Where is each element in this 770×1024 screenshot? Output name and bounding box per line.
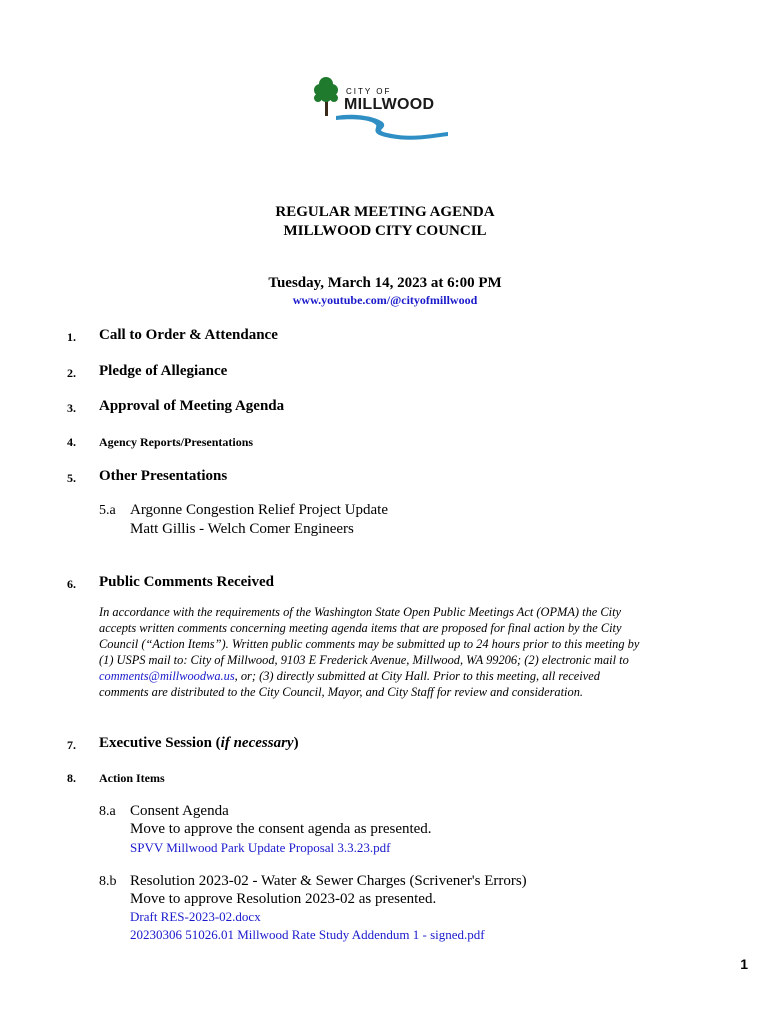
notice-line: (1) USPS mail to: City of Millwood, 9103 E Frederick Avenue, Millwood, WA 99206; (2) electronic mail to xyxy=(99,653,629,667)
item-number: 3. xyxy=(67,401,76,415)
youtube-link[interactable]: www.youtube.com/@cityofmillwood xyxy=(292,293,478,307)
item-action-items: Action Items xyxy=(99,771,165,785)
item-number: 6. xyxy=(67,577,76,591)
notice-line: Council (“Action Items”). Written public comments may be submitted up to 24 hours prior to this meeting by xyxy=(99,637,640,651)
exec-label-suffix: ) xyxy=(293,735,299,751)
comments-email-link[interactable]: comments@millwoodwa.us xyxy=(99,669,235,683)
meeting-date: Tuesday, March 14, 2023 at 6:00 PM xyxy=(268,275,502,291)
item-call-to-order: Call to Order & Attendance xyxy=(99,327,278,343)
subitem-argonne-title: Argonne Congestion Relief Project Update xyxy=(130,502,389,518)
notice-line xyxy=(99,668,709,684)
subitem-argonne-presenter: Matt Gillis - Welch Comer Engineers xyxy=(130,521,354,537)
exec-label-prefix: Executive Session ( xyxy=(99,735,221,751)
notice-line: In accordance with the requirements of the Washington State Open Public Meetings Act (OPMA) the City xyxy=(99,605,622,619)
subitem-consent-motion: Move to approve the consent agenda as presented. xyxy=(130,821,432,837)
item-number: 8. xyxy=(67,771,76,785)
item-agency-reports: Agency Reports/Presentations xyxy=(99,435,254,449)
logo-city-text: CITY OF xyxy=(346,87,392,96)
item-number: 1. xyxy=(67,330,76,344)
notice-line: accepts written comments concerning meeting agenda items that are proposed for final action by the City xyxy=(99,621,622,635)
subitem-number: 8.b xyxy=(99,874,117,889)
agenda-title: REGULAR MEETING AGENDA xyxy=(275,204,495,220)
item-number: 4. xyxy=(67,435,76,449)
item-executive-session xyxy=(99,735,299,752)
city-logo xyxy=(312,72,452,142)
item-public-comments: Public Comments Received xyxy=(99,574,274,590)
notice-line: comments are distributed to the City Council, Mayor, and City Staff for review and consideration. xyxy=(99,685,583,699)
public-comment-notice xyxy=(99,604,709,700)
item-number: 2. xyxy=(67,366,76,380)
subitem-resolution-motion: Move to approve Resolution 2023-02 as presented. xyxy=(130,891,437,907)
exec-label-italic: if necessary xyxy=(220,735,294,751)
notice-line-rest: , or; (3) directly submitted at City Hall. Prior to this meeting, all received xyxy=(234,669,600,683)
page-number: 1 xyxy=(740,956,748,972)
subitem-consent-title: Consent Agenda xyxy=(130,803,229,819)
item-approval-agenda: Approval of Meeting Agenda xyxy=(99,398,285,414)
item-number: 5. xyxy=(67,471,76,485)
logo-name-text: MILLWOOD xyxy=(344,96,435,113)
attachment-link[interactable]: Draft RES-2023-02.docx xyxy=(130,909,261,924)
item-pledge: Pledge of Allegiance xyxy=(99,363,228,379)
attachment-link[interactable]: 20230306 51026.01 Millwood Rate Study Addendum 1 - signed.pdf xyxy=(130,927,485,942)
item-number: 7. xyxy=(67,738,76,752)
subitem-resolution-title: Resolution 2023-02 - Water & Sewer Charges (Scrivener's Errors) xyxy=(130,873,527,889)
subitem-number: 5.a xyxy=(99,503,116,518)
item-other-presentations: Other Presentations xyxy=(99,468,228,484)
council-title: MILLWOOD CITY COUNCIL xyxy=(283,223,487,239)
attachment-link[interactable]: SPVV Millwood Park Update Proposal 3.3.23.pdf xyxy=(130,840,391,855)
subitem-number: 8.a xyxy=(99,804,116,819)
